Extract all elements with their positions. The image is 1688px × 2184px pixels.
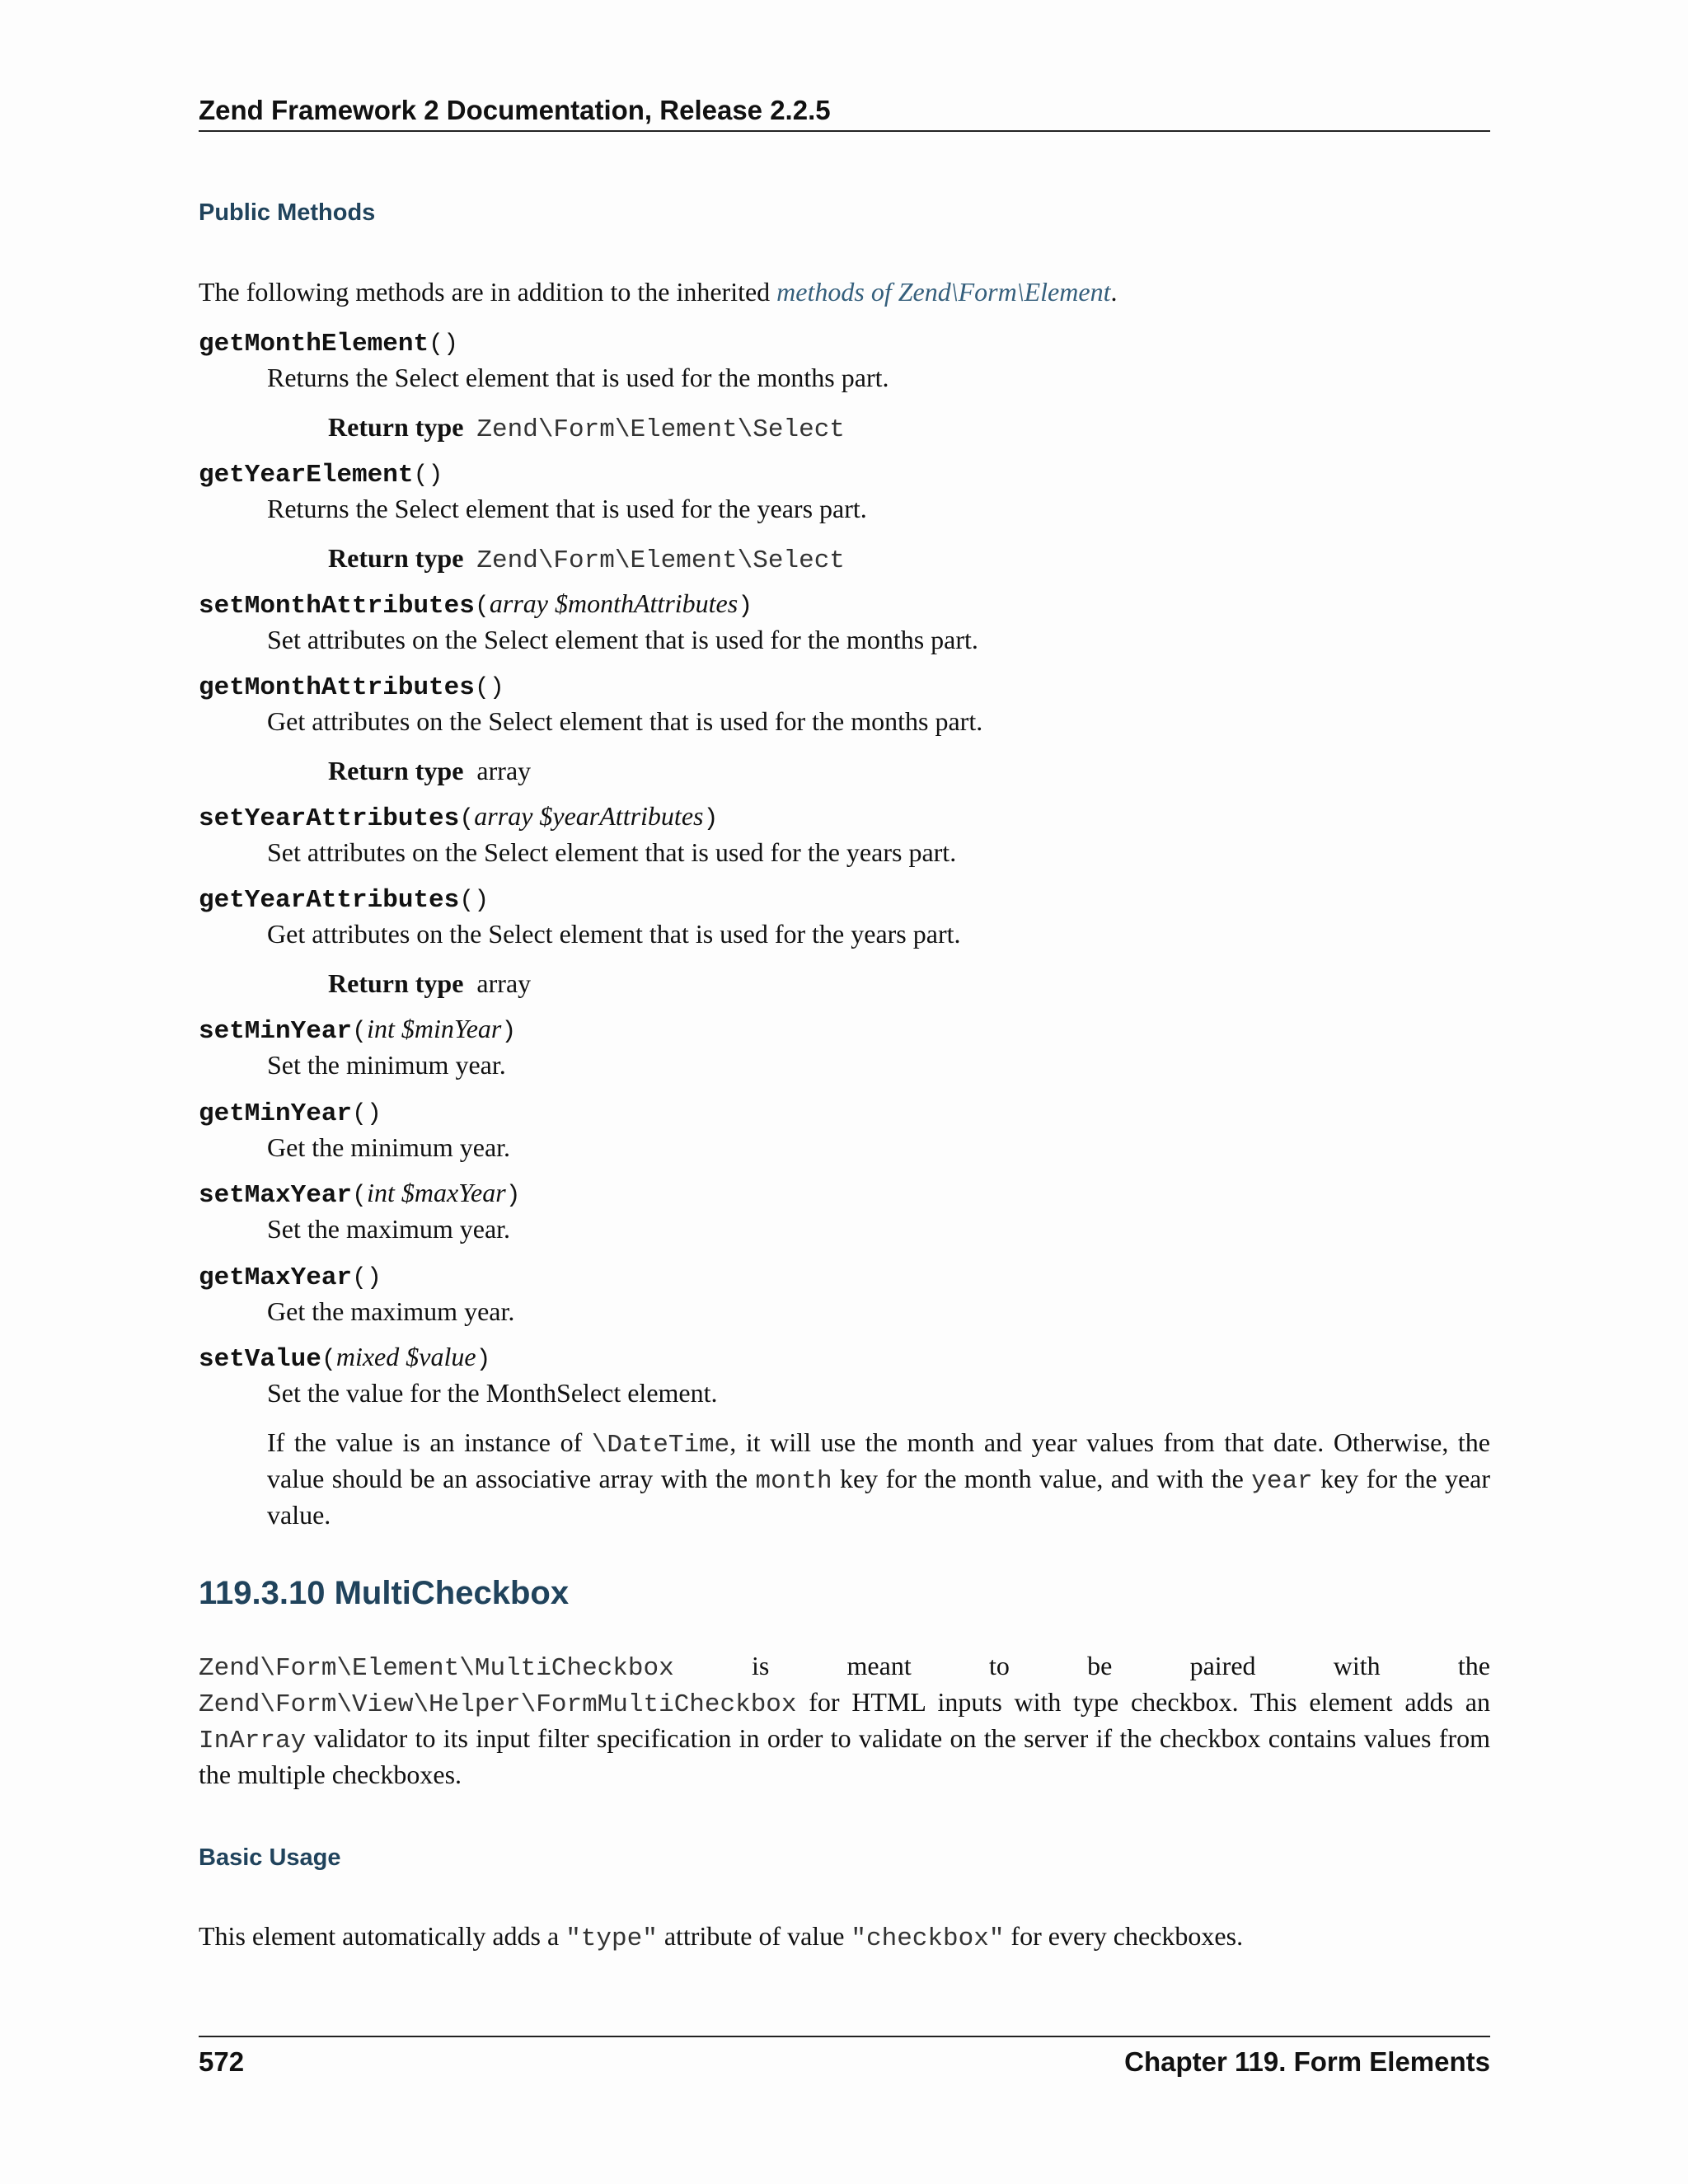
method-description: Get the minimum year.: [267, 1132, 511, 1162]
method-name: getYearElement: [199, 461, 414, 490]
method-description: Set the maximum year.: [267, 1214, 511, 1244]
return-type: Return type array: [328, 968, 532, 998]
method-setminyear: setMinYear(int $minYear) Set the minimum year.: [199, 1012, 1490, 1081]
method-name: getMonthElement: [199, 330, 429, 359]
method-name: getMonthAttributes: [199, 673, 475, 702]
chapter-title: Chapter 119. Form Elements: [1124, 2046, 1490, 2077]
method-getminyear: getMinYear() Get the minimum year.: [199, 1094, 1490, 1164]
method-setvalue: setValue(mixed $value) Set the value for the MonthSelect element. If the value is an instance of \DateTime, it will use the month and year values from that date. Otherwise, the value should be an associative array with the month key for the month value, and with the year key for the year value.: [199, 1342, 1491, 1530]
setvalue-note: If the value is an instance of \DateTime, it will use the month and year values from that date. Otherwise, the value should be an associative array with the month key for the month value, and with the year key for the year value.: [267, 1427, 1491, 1530]
return-type: Return type Zend\Form\Element\Select: [328, 543, 845, 575]
method-getyearelement: getYearElement() Returns the Select element that is used for the years part. Return type Zend\Form\Element\Select: [199, 456, 1490, 578]
page-number: 572: [199, 2046, 245, 2077]
return-type: Return type Zend\Form\Element\Select: [328, 412, 845, 444]
method-setmaxyear: setMaxYear(int $maxYear) Set the maximum year.: [199, 1176, 1490, 1245]
method-description: Set the value for the MonthSelect element.: [267, 1378, 718, 1408]
method-description: Set attributes on the Select element that is used for the years part.: [267, 837, 957, 867]
method-name: setValue: [199, 1345, 321, 1374]
method-name: setMinYear: [199, 1017, 353, 1046]
public-methods-intro: The following methods are in addition to the inherited methods of Zend\Form\Element.: [199, 277, 1118, 307]
method-getyearattributes: getYearAttributes() Get attributes on the Select element that is used for the years part. Return type array: [199, 881, 1490, 1000]
method-description: Set attributes on the Select element that is used for the months part.: [267, 625, 978, 654]
method-setmonthattributes: setMonthAttributes(array $monthAttributes) Set attributes on the Select element that is used for the months part.: [199, 587, 1490, 656]
multicheckbox-heading: 119.3.10 MultiCheckbox: [199, 1575, 570, 1611]
method-getmonthattributes: getMonthAttributes() Get attributes on the Select element that is used for the months part. Return type array: [199, 668, 1490, 787]
method-description: Get attributes on the Select element that is used for the months part.: [267, 706, 983, 736]
element-methods-link[interactable]: methods of Zend\Form\Element: [776, 277, 1111, 307]
method-description: Get attributes on the Select element that is used for the years part.: [267, 919, 961, 949]
method-setyearattributes: setYearAttributes(array $yearAttributes) Set attributes on the Select element that is used for the years part.: [199, 799, 1490, 869]
running-header: [199, 92, 1490, 132]
basic-usage-heading: Basic Usage: [199, 1844, 341, 1871]
method-name: getMinYear: [199, 1099, 353, 1128]
method-name: setYearAttributes: [199, 804, 460, 833]
document-title: Zend Framework 2 Documentation, Release 2.2.5: [199, 95, 831, 125]
public-methods-heading: Public Methods: [199, 199, 376, 226]
method-description: Returns the Select element that is used for the months part.: [267, 363, 889, 392]
method-description: Get the maximum year.: [267, 1296, 515, 1326]
method-name: getMaxYear: [199, 1263, 353, 1292]
method-description: Set the minimum year.: [267, 1050, 506, 1080]
method-name: setMonthAttributes: [199, 592, 475, 621]
method-name: getYearAttributes: [199, 886, 460, 915]
running-footer: [199, 2036, 1490, 2080]
multicheckbox-description: Zend\Form\Element\MultiCheckbox is meant to be paired with the Zend\Form\View\Helper\FormMultiCheckbox for HTML inputs with type checkbox. This element adds an InArray validator to its input filter specification in order to validate on the server if the checkbox contains values from the multiple checkboxes.: [199, 1651, 1490, 1789]
return-type: Return type array: [328, 756, 532, 785]
method-getmonthelement: getMonthElement() Returns the Select element that is used for the months part. Return type Zend\Form\Element\Select: [199, 325, 1490, 447]
method-name: setMaxYear: [199, 1181, 353, 1210]
method-description: Returns the Select element that is used for the years part.: [267, 494, 867, 523]
method-getmaxyear: getMaxYear() Get the maximum year.: [199, 1258, 1490, 1328]
basic-usage-text: This element automatically adds a "type" attribute of value "checkbox" for every checkboxes.: [199, 1921, 1244, 1953]
